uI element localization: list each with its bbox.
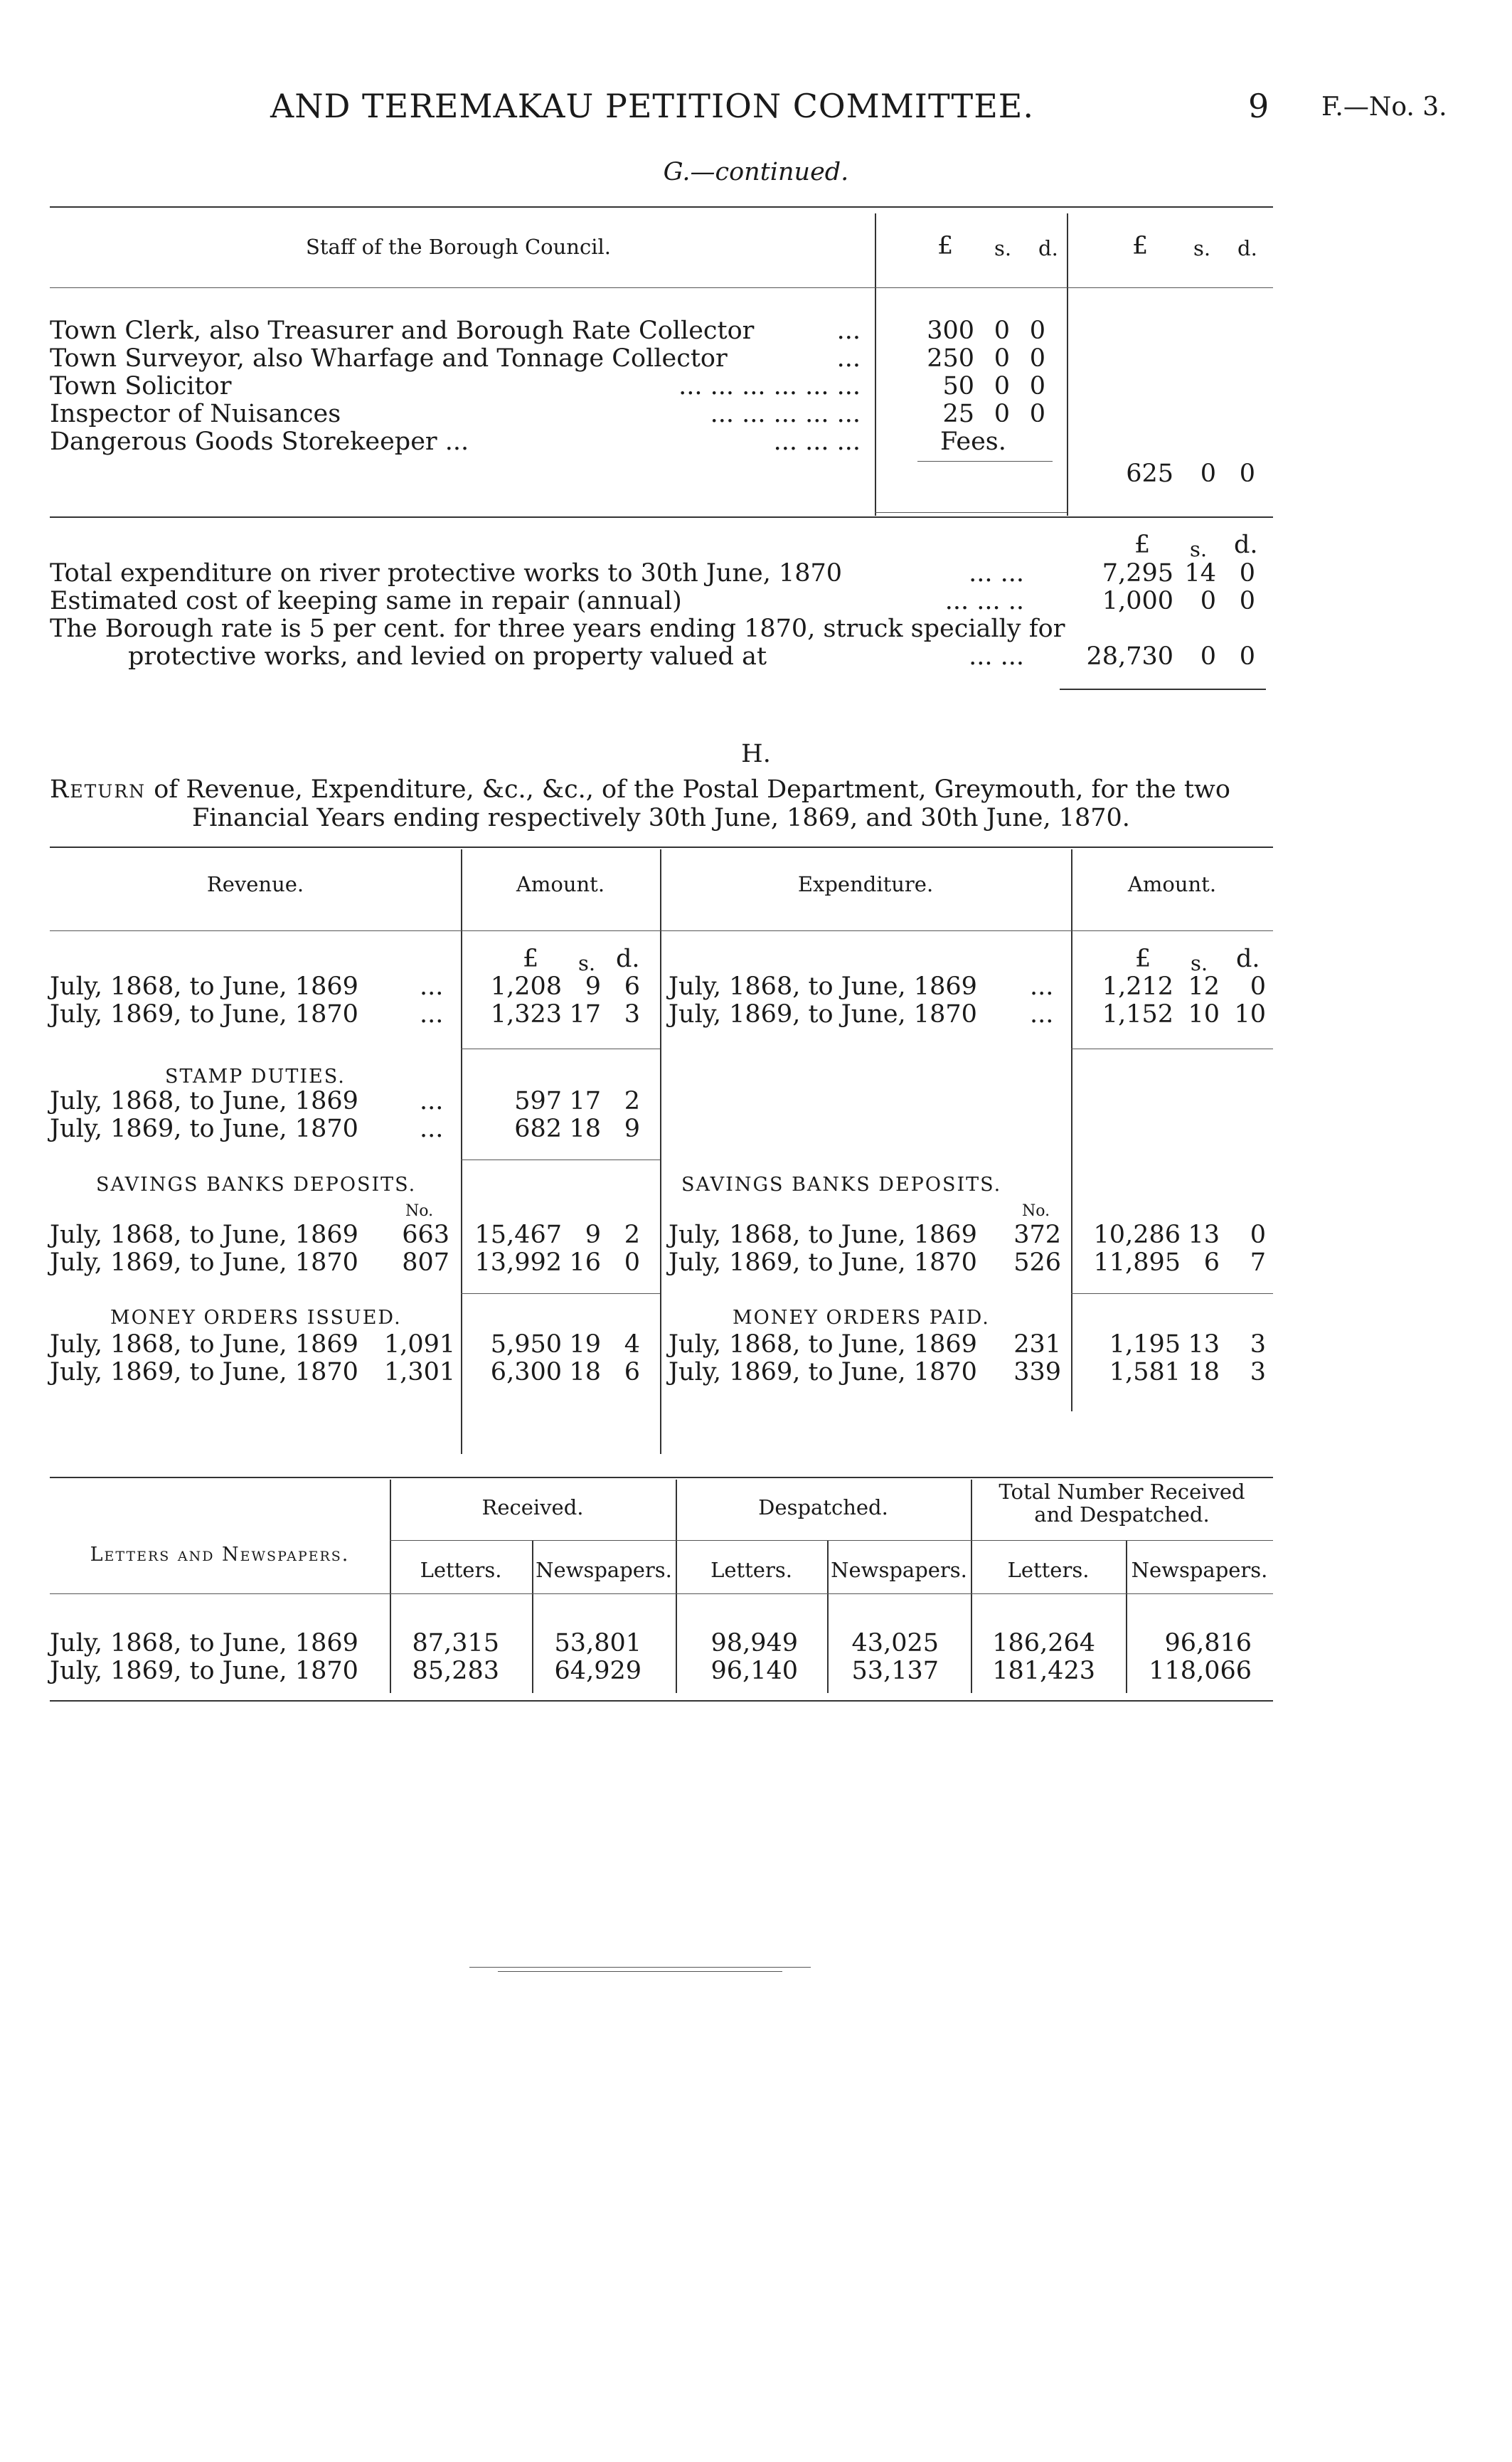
total-pounds: 625 (1126, 460, 1173, 488)
period-label: July, 1868, to June, 1869 (669, 972, 977, 1001)
period-label: July, 1869, to June, 1870 (50, 1657, 358, 1685)
divider (390, 1540, 1273, 1541)
pence-header: d. (1234, 531, 1258, 559)
pence-value: 0 (1239, 642, 1255, 671)
row-label: Town Surveyor, also Wharfage and Tonnage Collector (50, 344, 728, 373)
column-rule (461, 849, 462, 1454)
summary-label: The Borough rate is 5 per cent. for three years ending 1870, struck specially for (50, 615, 1065, 643)
total-header-line2: and Despatched. (1034, 1502, 1210, 1527)
document-reference: F.—No. 3. (1321, 92, 1447, 122)
received-header: Received. (481, 1495, 584, 1519)
pence-value: 0 (1029, 317, 1045, 345)
period-label: July, 1869, to June, 1870 (50, 1000, 358, 1029)
column-rule (660, 849, 661, 1454)
newspapers-header: Newspapers. (831, 1558, 967, 1582)
column-rule (1067, 213, 1068, 516)
pence-value: 6 (624, 972, 640, 1001)
divider (50, 206, 1273, 208)
pounds-value: 597 (514, 1087, 562, 1115)
shillings-header: s. (1190, 537, 1208, 561)
pence-header: d. (1038, 236, 1058, 260)
divider (50, 1477, 1273, 1478)
page-title: AND TEREMAKAU PETITION COMMITTEE. (270, 87, 1034, 125)
pence-value: 6 (624, 1358, 640, 1386)
newspapers-received: 64,929 (554, 1657, 641, 1685)
pounds-value: 1,195 (1109, 1330, 1181, 1359)
savings-title: SAVINGS BANKS DEPOSITS. (681, 1174, 1002, 1196)
stamp-duties-title: STAMP DUTIES. (165, 1066, 346, 1088)
newspapers-despatched: 53,137 (851, 1657, 939, 1685)
pound-header: £ (937, 232, 954, 260)
pounds-value: 28,730 (1086, 642, 1173, 671)
leader-dots: ... (1030, 972, 1054, 1001)
period-label: July, 1869, to June, 1870 (50, 1115, 358, 1143)
shillings-value: 10 (1188, 1000, 1220, 1029)
pounds-value: 682 (514, 1115, 562, 1143)
divider (50, 287, 1273, 288)
divider (1071, 1293, 1273, 1294)
shillings-header: s. (1191, 951, 1208, 975)
leader-dots: ... ... .. (944, 587, 1024, 615)
count-value: 663 (402, 1221, 449, 1249)
divider (50, 847, 1273, 848)
section-g-subtitle: G.—continued. (663, 158, 849, 186)
leader-dots: ... ... ... ... ... (710, 400, 861, 428)
shillings-value: 19 (569, 1330, 601, 1359)
period-label: July, 1869, to June, 1870 (669, 1248, 977, 1277)
leader-dots: ... (420, 1087, 444, 1115)
divider (1060, 689, 1266, 690)
newspapers-total: 96,816 (1164, 1629, 1252, 1657)
money-orders-issued-title: MONEY ORDERS ISSUED. (110, 1307, 402, 1329)
pounds-value: 1,212 (1102, 972, 1173, 1001)
shillings-header: s. (994, 236, 1012, 260)
pounds-value: 6,300 (490, 1358, 562, 1386)
row-label: Dangerous Goods Storekeeper ... (50, 428, 469, 456)
total-shillings: 0 (1200, 460, 1216, 488)
leader-dots: ... (420, 972, 444, 1001)
pounds-value: 50 (942, 372, 974, 400)
letters-received: 87,315 (412, 1629, 499, 1657)
pence-value: 7 (1250, 1248, 1266, 1277)
shillings-header: s. (1193, 236, 1211, 260)
column-rule (875, 213, 876, 516)
shillings-value: 17 (569, 1087, 601, 1115)
pound-header: £ (1135, 945, 1151, 973)
shillings-value: 0 (994, 400, 1010, 428)
pence-value: 9 (624, 1115, 640, 1143)
amount-header: Amount. (516, 872, 605, 896)
period-label: July, 1868, to June, 1869 (50, 972, 358, 1001)
pound-header: £ (1132, 232, 1149, 260)
divider (50, 930, 1273, 931)
pence-value: 4 (624, 1330, 640, 1359)
amount-header: Amount. (1127, 872, 1217, 896)
intro-text: Financial Years ending respectively 30th June, 1869, and 30th June, 1870. (192, 804, 1130, 832)
period-label: July, 1869, to June, 1870 (50, 1358, 358, 1386)
letters-total: 181,423 (992, 1657, 1095, 1685)
section-h-letter: H. (741, 740, 771, 768)
newspapers-header: Newspapers. (1131, 1558, 1268, 1582)
pounds-value: 7,295 (1102, 559, 1173, 588)
pence-value: 2 (624, 1221, 640, 1249)
revenue-header: Revenue. (206, 872, 304, 896)
shillings-value: 14 (1184, 559, 1216, 588)
count-value: 339 (1013, 1358, 1061, 1386)
pence-value: 0 (624, 1248, 640, 1277)
divider (461, 1293, 660, 1294)
pound-header: £ (1134, 531, 1151, 559)
pounds-value: 1,208 (490, 972, 562, 1001)
shillings-value: 0 (994, 317, 1010, 345)
period-label: July, 1868, to June, 1869 (50, 1087, 358, 1115)
page-number: 9 (1248, 87, 1270, 125)
shillings-value: 17 (569, 1000, 601, 1029)
pounds-value: 15,467 (474, 1221, 562, 1249)
shillings-value: 13 (1188, 1221, 1220, 1249)
pence-header: d. (616, 945, 640, 973)
total-header: Total Number Received (999, 1480, 1245, 1504)
pence-value: 10 (1234, 1000, 1266, 1029)
return-word: Return (50, 775, 147, 804)
shillings-value: 16 (569, 1248, 601, 1277)
leader-dots: ... (836, 317, 861, 345)
letters-newspapers-title: Letters and Newspapers. (90, 1544, 350, 1566)
column-rule (1071, 849, 1072, 1411)
letters-header: Letters. (1007, 1558, 1090, 1582)
pence-header: d. (1237, 236, 1257, 260)
subtotal-rule (917, 461, 1053, 462)
pounds-value: 1,000 (1102, 587, 1173, 615)
pence-value: 0 (1250, 1221, 1266, 1249)
leader-dots: ... (420, 1115, 444, 1143)
period-label: July, 1868, to June, 1869 (50, 1629, 358, 1657)
letters-header: Letters. (420, 1558, 502, 1582)
row-label: Inspector of Nuisances (50, 400, 341, 428)
pounds-value: 13,992 (474, 1248, 562, 1277)
pounds-value: 1,323 (490, 1000, 562, 1029)
shillings-value: 18 (1188, 1358, 1220, 1386)
pounds-value: 1,581 (1109, 1358, 1181, 1386)
expenditure-header: Expenditure. (797, 872, 934, 896)
pence-value: 0 (1029, 344, 1045, 373)
leader-dots: ... ... (969, 559, 1024, 588)
shillings-value: 18 (569, 1358, 601, 1386)
section-h-intro (50, 775, 1230, 804)
pounds-value: 1,152 (1102, 1000, 1173, 1029)
newspapers-despatched: 43,025 (851, 1629, 939, 1657)
count-value: 1,301 (384, 1358, 456, 1386)
period-label: July, 1869, to June, 1870 (669, 1358, 977, 1386)
pounds-value: 25 (942, 400, 974, 428)
newspapers-total: 118,066 (1149, 1657, 1252, 1685)
pounds-value: 300 (927, 317, 974, 345)
shillings-header: s. (578, 951, 596, 975)
period-label: July, 1869, to June, 1870 (669, 1000, 977, 1029)
money-orders-paid-title: MONEY ORDERS PAID. (733, 1307, 990, 1329)
despatched-header: Despatched. (758, 1495, 888, 1519)
period-label: July, 1868, to June, 1869 (669, 1330, 977, 1359)
pence-value: 3 (1250, 1330, 1266, 1359)
shillings-value: 0 (1200, 642, 1216, 671)
leader-dots: ... (1030, 1000, 1054, 1029)
fees-note: Fees. (940, 428, 1006, 456)
number-header: No. (405, 1202, 434, 1220)
pence-value: 3 (1250, 1358, 1266, 1386)
shillings-value: 12 (1188, 972, 1220, 1001)
number-header: No. (1022, 1202, 1050, 1220)
newspapers-header: Newspapers. (536, 1558, 672, 1582)
leader-dots: ... ... ... (773, 428, 861, 456)
divider (50, 516, 1273, 518)
staff-column-header: Staff of the Borough Council. (306, 235, 611, 259)
row-label: Town Clerk, also Treasurer and Borough Rate Collector (50, 317, 755, 345)
period-label: July, 1868, to June, 1869 (50, 1221, 358, 1249)
pounds-value: 250 (927, 344, 974, 373)
letters-despatched: 98,949 (710, 1629, 798, 1657)
pence-value: 0 (1029, 372, 1045, 400)
table-row (50, 317, 754, 345)
period-label: July, 1868, to June, 1869 (50, 1330, 358, 1359)
count-value: 231 (1013, 1330, 1061, 1359)
pence-value: 2 (624, 1087, 640, 1115)
letters-received: 85,283 (412, 1657, 499, 1685)
pence-value: 3 (624, 1000, 640, 1029)
shillings-value: 9 (585, 972, 601, 1001)
pounds-value: 5,950 (490, 1330, 562, 1359)
leader-dots: ... ... (969, 642, 1024, 671)
shillings-value: 6 (1203, 1248, 1220, 1277)
count-value: 1,091 (384, 1330, 456, 1359)
divider (50, 1593, 1273, 1594)
savings-title: SAVINGS BANKS DEPOSITS. (96, 1174, 417, 1196)
count-value: 372 (1013, 1221, 1061, 1249)
leader-dots: ... ... ... ... ... ... (678, 372, 861, 400)
summary-label: Estimated cost of keeping same in repair (annual) (50, 587, 682, 615)
letters-total: 186,264 (992, 1629, 1095, 1657)
shillings-value: 13 (1188, 1330, 1220, 1359)
newspapers-received: 53,801 (554, 1629, 641, 1657)
total-pence: 0 (1239, 460, 1255, 488)
shillings-value: 0 (994, 344, 1010, 373)
pounds-value: 10,286 (1093, 1221, 1181, 1249)
shillings-value: 0 (1200, 587, 1216, 615)
row-label: Town Solicitor (50, 372, 232, 400)
table-row (50, 344, 728, 373)
leader-dots: ... (420, 1000, 444, 1029)
summary-label: protective works, and levied on property valued at (128, 642, 767, 671)
period-label: July, 1868, to June, 1869 (669, 1221, 977, 1249)
letters-header: Letters. (710, 1558, 792, 1582)
closing-rule (469, 1967, 811, 1968)
pence-header: d. (1236, 945, 1260, 973)
divider (50, 1700, 1273, 1702)
leader-dots: ... (836, 344, 861, 373)
closing-rule (498, 1971, 782, 1972)
letters-despatched: 96,140 (710, 1657, 798, 1685)
summary-label: Total expenditure on river protective works to 30th June, 1870 (50, 559, 843, 588)
period-label: July, 1869, to June, 1870 (50, 1248, 358, 1277)
intro-text: of Revenue, Expenditure, &c., &c., of the Postal Department, Greymouth, for the two (154, 775, 1230, 804)
divider (875, 512, 1067, 513)
pence-value: 0 (1239, 587, 1255, 615)
pence-value: 0 (1250, 972, 1266, 1001)
pound-header: £ (523, 945, 539, 973)
pence-value: 0 (1239, 559, 1255, 588)
count-value: 807 (402, 1248, 449, 1277)
shillings-value: 0 (994, 372, 1010, 400)
pence-value: 0 (1029, 400, 1045, 428)
shillings-value: 9 (585, 1221, 601, 1249)
count-value: 526 (1013, 1248, 1061, 1277)
shillings-value: 18 (569, 1115, 601, 1143)
pounds-value: 11,895 (1093, 1248, 1181, 1277)
